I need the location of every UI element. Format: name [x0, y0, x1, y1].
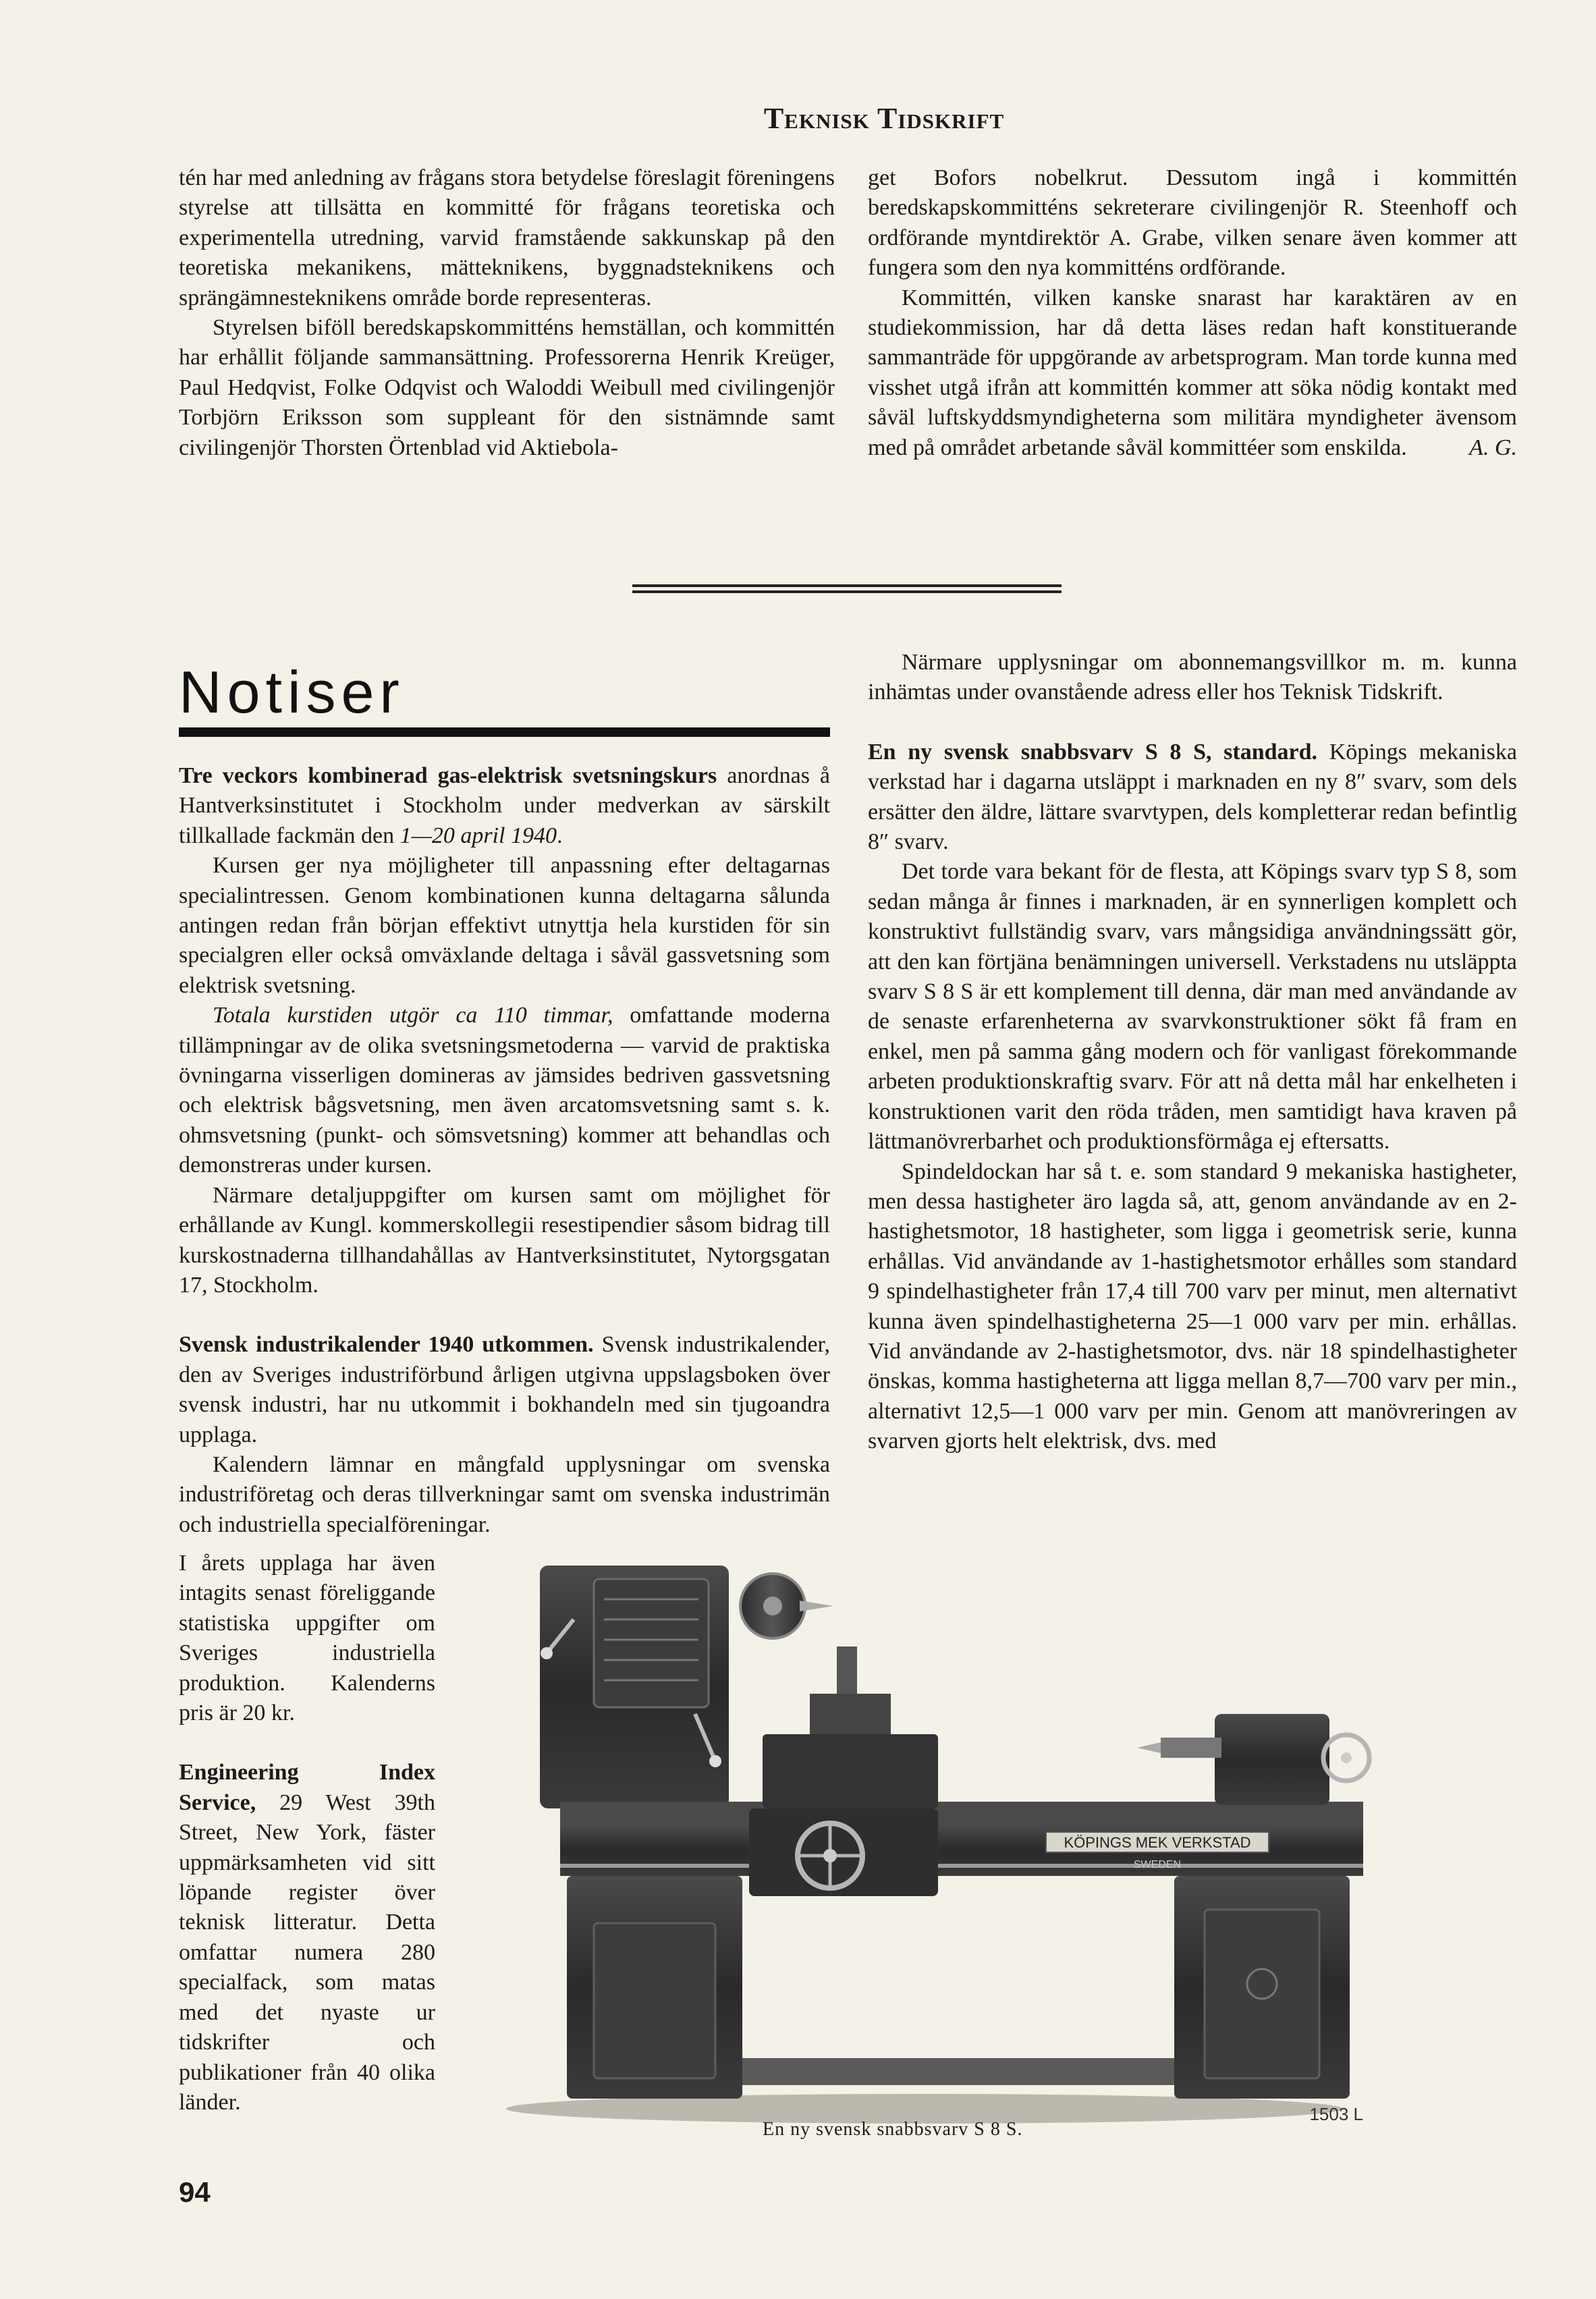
notice-text: Svensk industrikalender, den av Sveriges industriförbund årligen utgivna uppslagsboken över svensk industri, har nu utkommit i bokhandeln med sin tjugoandra upplaga. [179, 1332, 830, 1447]
separator-rule [632, 590, 1062, 593]
journal-header: Teknisk Tidskrift [763, 102, 1005, 135]
notice-lead [179, 761, 830, 851]
page-number: 94 [179, 2176, 211, 2208]
notice-lead [868, 738, 1517, 858]
tailstock [1215, 1714, 1329, 1805]
paragraph-text: Kommittén, vilken kanske snarast har karaktären av en studiekommission, har då detta läses redan haft konstituerande sammanträde för uppgörande av arbetsprogram. Man torde kunna med visshet utgå ifrån att kommittén kommer att söka nödig kontakt med såväl luftskyddsmyndigheterna som militära myndigheter ävensom med på området arbetande såväl kommittéer som enskilda. [868, 285, 1517, 460]
top-right-column [868, 163, 1517, 463]
paragraph: Spindeldockan har så t. e. som standard 9 mekaniska hastigheter, men dessa hastigheter äro lagda så, att, genom användande av en 2-hastighetsmotor, 18 hastigheter, som ligga i geometrisk serie, kunna erhållas. Vid användande av 1-hastighetsmotor erhålles som standard 9 spindelhastigheter från 17,4 till 700 varv per minut, men alternativt kunna även spindelhastigheterna 25—1 000 varv per min. erhållas. Vid användande av 2-hastighetsmotor, dvs. när 18 spindelhastigheter önskas, komma hastigheterna att ligga mellan 8,7—700 varv per min., alternativt 12,5—1 000 varv per min. Genom att manövreringen av svarven gjorts helt elektrisk, dvs. med [868, 1159, 1517, 1454]
section-rule [179, 727, 830, 737]
signature: A. G. [1469, 435, 1517, 460]
paragraph: Det torde vara bekant för de flesta, att Köpings svarv typ S 8, som sedan många år finnes i marknaden, är en synnerligen komplett och konstruktivt fullständig svarv, vars mångsidiga användningssätt gör, att den kan förtjäna benämningen universell. Verkstadens nu utsläppta svarv S 8 S är ett komplement till denna, där man med användande av de senaste erfarenheterna av svarvkonstruktioner sökt få fram en enkel, men på samma gång modern och för vanligast förekommande arbeten produktionskraftig svarv. För att nå detta mål har enkelheten i konstruktionen varit den röda tråden, men samtidigt hava kraven på lättmanövrerbarhet och produktionsförmåga ej eftersatts. [868, 859, 1517, 1155]
notice-heading: Tre veckors kombinerad gas-elektrisk svetsningskurs [179, 763, 717, 788]
tool-post [810, 1694, 891, 1734]
paragraph [868, 283, 1517, 463]
chip-tray [742, 2058, 1174, 2085]
lathe-photo [493, 1545, 1397, 2126]
paragraph: get Bofors nobelkrut. Dessutom ingå i kommittén beredskapskommitténs sekreterare civilingenjör R. Steenhoff och ordförande myntdirektör A. Grabe, vilken senare även kommer att fungera som den nya kommitténs ordförande. [868, 165, 1517, 281]
center-point [800, 1601, 833, 1611]
notice-lead [179, 1330, 830, 1450]
pedestal-door [594, 1923, 715, 2078]
notice-heading: En ny svensk snabbsvarv S 8 S, standard. [868, 739, 1318, 765]
notice-text: 29 West 39th Street, New York, fäster uppmärksamheten vid sitt löpande register över teknisk litteratur. Detta omfattar numera 280 specialfack, som matas med det nyaste ur tidskrifter och publikationer från 40 olika länder. [179, 1790, 435, 2115]
paragraph: Styrelsen biföll beredskapskommitténs hemställan, och kommittén har erhållit följande sammansättning. Professorerna Henrik Kreüger, Paul Hedqvist, Folke Odqvist och Waloddi Weibull med civilingenjör Torbjörn Eriksson som suppleant för den sistnämnde samt civilingenjör Thorsten Örtenblad vid Aktiebola- [179, 315, 835, 460]
notice-text: . [556, 823, 563, 848]
notice-heading: Engineering Index Service, [179, 1760, 435, 1815]
paragraph: Kursen ger nya möjligheter till anpassning efter deltagarnas specialintressen. Genom kombinationen kunna deltagarna sålunda antingen redan från början effektivt utnyttja hela kurstiden för sin specialgren eller också omväxlande deltaga i såväl gassvetsning som elektrisk svetsning. [179, 853, 830, 998]
paragraph: Kalendern lämnar en mångfald upplysningar om svenska industriföretag och deras tillverkningar samt om svenska industrimän och industriella specialföreningar. [179, 1451, 830, 1537]
quill [1161, 1738, 1221, 1758]
carriage [763, 1734, 938, 1808]
name-plate-text: KÖPINGS MEK VERKSTAD [1064, 1834, 1251, 1851]
paragraph: Närmare detaljuppgifter om kursen samt om möjlighet för erhållande av Kungl. kommerskollegii resestipendier såsom bidrag till kurskostnaderna tillhandahållas av Hantverksinstitutet, Nytorgsgatan 17, Stockholm. [179, 1182, 830, 1298]
paragraph [179, 1001, 830, 1180]
figure-caption: En ny svensk snabbsvarv S 8 S. [763, 2119, 1023, 2140]
notice-text: Köpings mekaniska verkstad har i dagarna utsläppt i marknaden en ny 8″ svarv, som dels ersätter den äldre, lättare svarvtypen, dels kompletterar redan befintlig 8″ svarv. [868, 739, 1517, 855]
notices-narrow-column [179, 1549, 435, 2117]
paragraph: I årets upplaga har även intagits senast föreliggande statistiska uppgifter om Sveriges industriella produktion. Kalenderns pris är 20 kr. [179, 1551, 435, 1726]
emphasis: Totala kurstiden utgör ca 110 timmar, [213, 1003, 613, 1028]
separator-rule [632, 584, 1062, 587]
section-title: Notiser [179, 659, 405, 725]
paragraph: tén har med anledning av frågans stora betydelse föreslagit föreningens styrelse att tillsätta en kommitté för frågans teoretiska och experimentella utredning, varvid framstående sakkunskap på den teoretiska mekanikens, mätteknikens, byggnadsteknikens och sprängämnesteknikens område borde representeras. [179, 165, 835, 310]
notice-dates: 1—20 april 1940 [400, 823, 557, 848]
name-plate-subtext: SWEDEN [1133, 1859, 1182, 1871]
notices-left-column [179, 761, 830, 1540]
top-left-column [179, 163, 835, 463]
notice-lead [179, 1758, 435, 2117]
photo-number: 1503 L [1309, 2104, 1363, 2124]
notice-text: anordnas å Hantverksinstitutet i Stockholm under medverkan av särskilt tillkallade fackmän den [179, 763, 831, 848]
lathe-bed-top [560, 1802, 1363, 1825]
paragraph: Närmare upplysningar om abonnemangsvillkor m. m. kunna inhämtas under ovanstående adress eller hos Teknisk Tidskrift. [868, 650, 1517, 705]
paragraph-text: omfattande moderna tillämpningar av de olika svetsningsmetoderna — varvid de praktiska övningarna visserligen domineras av jämsides bedriven gassvetsning och elektrisk bågsvetsning, men även arcatomsvetsning samt s. k. ohmsvetsning (punkt- och sömsvetsning) kommer att behandlas och demonstreras under kursen. [179, 1003, 830, 1178]
notices-right-column [868, 648, 1517, 1457]
notice-heading: Svensk industrikalender 1940 utkommen. [179, 1332, 594, 1358]
pedestal-door [1205, 1910, 1319, 2078]
